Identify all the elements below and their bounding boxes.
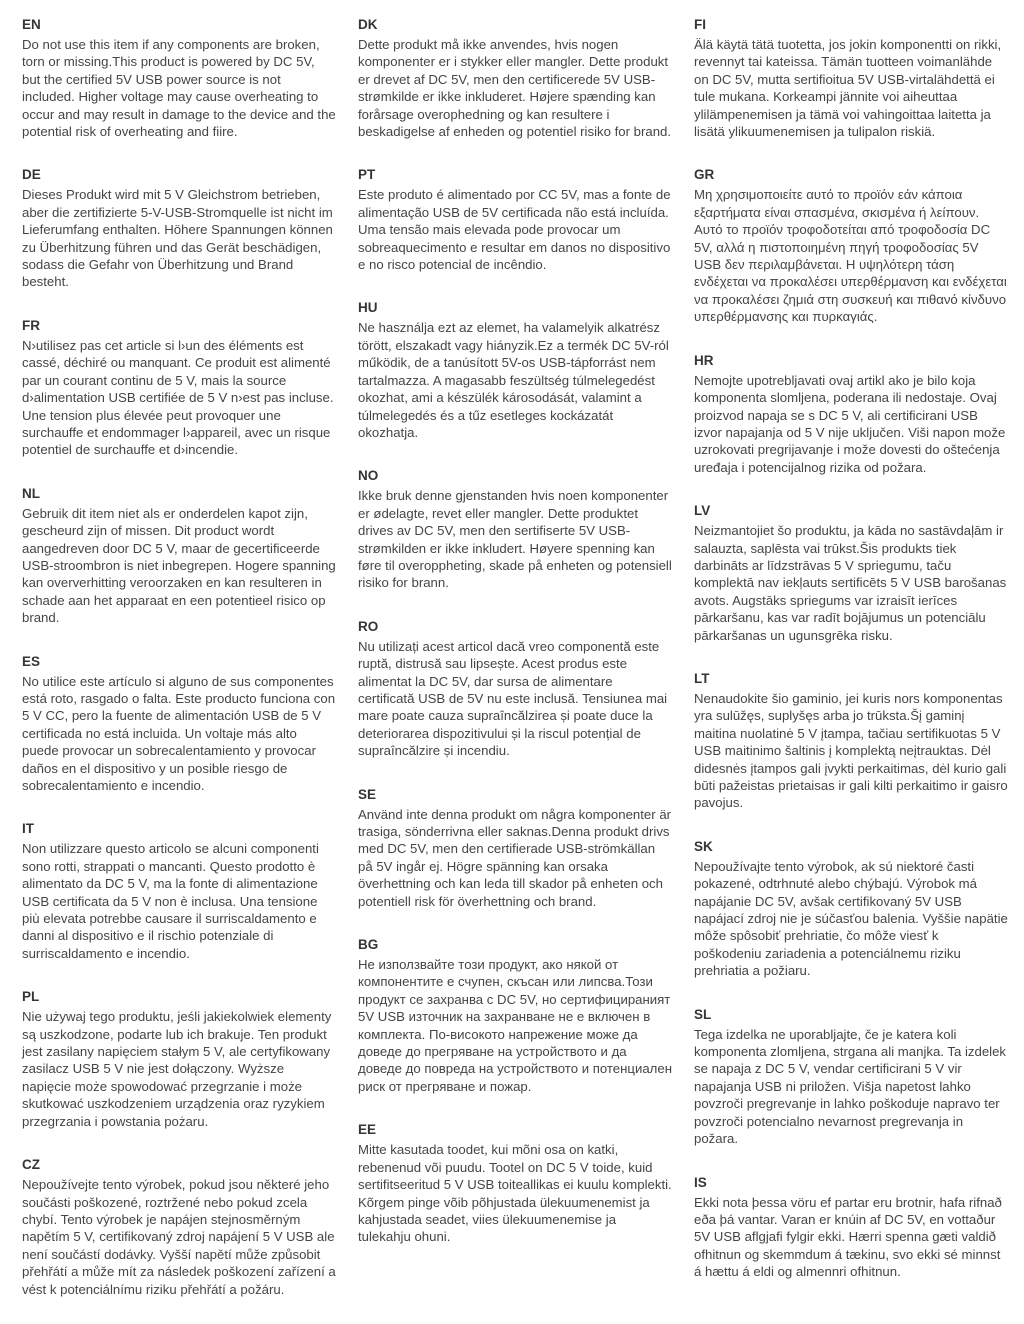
column-3 [694,16,1008,1324]
language-section [694,166,1008,325]
warning-text: Este produto é alimentado por CC 5V, mas a fonte de alimentação USB de 5V certificada não está incluída. Uma tensão mais elevada pode provocar um sobreaquecimento e resultar em danos no dispositivo e no risco potencial de incêndio. [358,187,671,273]
language-section [22,820,336,962]
language-section [694,1006,1008,1148]
warning-text: Gebruik dit item niet als er onderdelen kapot zijn, gescheurd zijn of missen. Dit product wordt aangedreven door DC 5 V, maar de gecertificeerde USB-stroombron is niet inbegrepen. Hogere spanning kan oververhitting veroorzaken en kan resulteren in schade aan het apparaat en een potentieel risico op brand. [22,505,336,626]
warning-text: Nenaudokite šio gaminio, jei kuris nors komponentas yra sulūžęs, suplyšęs arba jo trūksta.Šį gaminį maitina nuolatinė 5 V įtampa, tačiau sertifikuotas 5 V USB maitinimo šaltinis į komplektą neįtrauktas. Dėl didesnės įtampos gali įvykti perkaitimas, dėl kurio gali būti pažeistas prietaisas ir gali kilti perkaitimo ir gaisro pavojus. [694,690,1008,811]
language-code-heading: SE [358,786,377,802]
language-code-heading: NO [358,468,379,484]
warning-text: Dieses Produkt wird mit 5 V Gleichstrom betrieben, aber die zertifizierte 5-V-USB-Stromquelle ist nicht im Lieferumfang enthalten. Höhere Spannungen können zu Überhitzung führen und das Gerät beschädigen, sodass die Gefahr von Überhitzung und Brand besteht. [22,187,333,290]
warning-text: Nepoužívejte tento výrobek, pokud jsou některé jeho součásti poškozené, roztržené nebo pokud zcela chybí. Tento výrobek je napájen stejnosměrným napětím 5 V, certifikovaný zdroj napájení 5 V USB ale není součástí dodávky. Vyšší napětí může způsobit přehřátí a může mít za následek poškození zařízení a vést k potenciálnímu riziku přehřátí a požáru. [22,1177,336,1297]
language-code-heading: DK [358,17,378,32]
language-code-heading: EE [358,1122,377,1138]
language-code-heading: RO [358,618,379,634]
language-code-heading: NL [22,485,40,501]
warning-text: Älä käytä tätä tuotetta, jos jokin komponentti on rikki, revennyt tai kateissa. Tämän tuotteen voimanlähde on DC 5V, mutta sertifioitua 5V USB-virtalähdettä ei tule mukana. Korkeampi jännite voi aiheuttaa ylilämpenemisen ja tämä voi vahingoittaa laitetta ja lisätä ylikuumenemisen ja tulipalon riskiä. [694,37,1002,140]
warning-text: No utilice este artículo si alguno de sus componentes está roto, rasgado o falta. Este producto funciona con 5 V CC, pero la fuente de alimentación USB de 5 V certificada no está incluida. Un voltaje más alto puede provocar un sobrecalentamiento y provocar daños en el dispositivo y un posible riesgo de sobrecalentamiento e incendio. [22,673,336,793]
language-section [358,786,672,910]
language-section [358,299,672,441]
language-section [358,1121,672,1245]
warning-text: Non utilizzare questo articolo se alcuni componenti sono rotti, strappati o mancanti. Questo prodotto è alimentato da DC 5 V, ma la fonte di alimentazione USB certificata da 5 V non è inclusa. Una tensione più elevata potrebbe causare il surriscaldamento e danni al dispositivo e il rischio potenziale di surriscaldamento e incendio. [22,841,319,961]
column-2 [358,16,672,1324]
language-code-heading: BG [358,937,379,953]
language-section [22,988,336,1130]
language-code-heading: EN [22,17,41,32]
language-code-heading: LV [694,503,711,519]
language-section [358,16,672,140]
language-section [694,352,1008,476]
language-section [358,936,672,1095]
language-code-heading: HR [694,352,714,368]
column-1 [22,16,336,1324]
language-code-heading: GR [694,167,715,183]
warning-text: Μη χρησιμοποιείτε αυτό το προϊόν εάν κάποια εξαρτήματα είναι σπασμένα, σκισμένα ή λείπουν. Αυτό το προϊόν τροφοδοτείται από τροφοδοσία DC 5V, αλλά η πιστοποιημένη πηγή τροφοδοσίας 5V USB δεν περιλαμβάνεται. Η υψηλότερη τάση ενδέχεται να προκαλέσει υπερθέρμανση και ενδέχεται να προκαλέσει ζημιά στη συσκευή και πιθανό κίνδυνο υπερθέρμανσης και πυρκαγιάς. [694,187,1007,325]
language-code-heading: IT [22,821,34,837]
language-code-heading: ES [22,653,41,669]
language-section [22,1156,336,1298]
warning-text: Ekki nota þessa vöru ef partar eru brotnir, hafa rifnað eða þá vantar. Varan er knúin af DC 5V, en vottaður 5V USB aflgjafi fylgir ekki. Hærri spenna gæti valdið ofhitnun og skemmdum á tækinu, svo ekki sé minnst á hættu á eldi og almennri ofhitnun. [694,1194,1002,1280]
warning-text: Nie używaj tego produktu, jeśli jakiekolwiek elementy są uszkodzone, podarte lub ich brakuje. Ten produkt jest zasilany napięciem stałym 5 V, ale certyfikowany zasilacz USB 5 V nie jest dołączony. Wyższe napięcie może spowodować przegrzanie i może skutkować uszkodzeniem urządzenia oraz ryzykiem przegrzania i powstania pożaru. [22,1009,332,1129]
language-code-heading: PT [358,167,376,183]
warning-text: Ikke bruk denne gjenstanden hvis noen komponenter er ødelagte, revet eller mangler. Dette produktet drives av DC 5V, men den sertifiserte 5V USB-strømkilden er ikke inkludert. Høyere spenning kan føre til overoppheting, skade på enheten og potensiell risiko for brann. [358,488,672,591]
language-code-heading: DE [22,167,41,183]
warning-text: Do not use this item if any components are broken, torn or missing.This product is powered by DC 5V, but the certified 5V USB power source is not included. Higher voltage may cause overheating to occur and may result in damage to the device and the potential risk of overheating and fiire. [22,37,336,140]
warning-text: Ne használja ezt az elemet, ha valamelyik alkatrész törött, elszakadt vagy hiányzik.Ez a termék DC 5V-ról működik, de a tanúsított 5V-os USB-tápforrást nem tartalmazza. A magasabb feszültség túlmelegedést okozhat, ami a készülék károsodását, valamint a túlmelegedés és a tűz esetleges kockázatát okozhatja. [358,320,669,440]
language-code-heading: HU [358,300,378,316]
warning-text: Nepoužívajte tento výrobok, ak sú niektoré časti pokazené, odtrhnuté alebo chýbajú. Výrobok má napájanie DC 5V, avšak certifikovaný 5V USB napájací zdroj nie je súčasťou balenia. Vyššie napätie môže spôsobiť prehriatie, čo môže viesť k poškodeniu zariadenia a potenciálnemu riziku prehriatia a požiaru. [694,858,1008,979]
language-section [22,485,336,627]
warning-text: Не използвайте този продукт, ако някой от компонентите е счупен, скъсан или липсва.Този продукт се захранва с DC 5V, но сертифицираният 5V USB източник на захранване не е включен в комплекта. По-високото напрежение може да доведе до прегряване на устройството и да доведе до повреда на устройството и потенциален риск от прегряване и пожар. [358,957,672,1094]
warning-text: Nu utilizați acest articol dacă vreo componentă este ruptă, distrusă sau lipsește. Acest produs este alimentat la DC 5V, dar sursa de alimentare certificată USB de 5V nu este inclusă. Tensiunea mai mare poate cauza supraîncălzirea și poate duce la deteriorarea dispozitivului și la riscul potențial de supraîncălzire și incendiu. [358,638,668,759]
warning-text: Dette produkt må ikke anvendes, hvis nogen komponenter er i stykker eller mangler. Dette produkt er drevet af DC 5V, men den certificerede 5V USB-strømkilde er ikke inkluderet. Højere spænding kan forårsage overophedning og kan resultere i beskadigelse af enheden og potentiel risiko for brand. [358,37,672,140]
warning-text: Tega izdelka ne uporabljajte, če je katera koli komponenta zlomljena, strgana ali manjka. Ta izdelek se napaja z DC 5 V, vendar certificirani 5 V vir napajanja USB ni priložen. Višja napetost lahko povzroči pregrevanje in lahko poškoduje napravo ter povzroči potencialno nevarnost pregrevanja in požara. [694,1026,1007,1147]
language-code-heading: SK [694,838,713,854]
language-section [358,618,672,760]
language-section [694,670,1008,812]
language-code-heading: IS [694,1174,707,1190]
language-code-heading: LT [694,670,710,686]
language-section [358,467,672,591]
language-code-heading: SL [694,1006,712,1022]
language-section [358,166,672,273]
language-code-heading: PL [22,989,40,1005]
warning-text: N›utilisez pas cet article si l›un des éléments est cassé, déchiré ou manquant. Ce produit est alimenté par un courant continu de 5 V, mais la source d›alimentation USB certifiée de 5 V n›est pas incluse. Une tension plus élevée peut provoquer une surchauffe et endommager l›appareil, avec un risque potentiel de surchauffe et d›incendie. [22,337,334,458]
language-section [22,16,336,140]
language-code-heading: FI [694,17,706,32]
warning-text: Mitte kasutada toodet, kui mõni osa on katki, rebenenud või puudu. Tootel on DC 5 V toide, kuid sertifitseeritud 5 V USB toiteallikas ei kuulu komplekti. Kõrgem pinge võib põhjustada ülekuumenemist ja kahjustada seadet, viies ülekuumenemise ja tulekahju ohuni. [358,1142,672,1245]
language-section [694,502,1008,644]
language-code-heading: CZ [22,1157,40,1173]
language-section [22,653,336,795]
language-section [694,16,1008,140]
warning-text: Neizmantojiet šo produktu, ja kāda no sastāvdaļām ir salauzta, saplēsta vai trūkst.Šis produkts tiek darbināts ar līdzstrāvas 5 V spriegumu, taču komplektā nav iekļauts sertificēts 5 V USB barošanas avots. Augstāks spriegums var izraisīt ierīces pārkaršanu, kas var radīt bojājumus un potenciālu pārkaršanas un ugunsgrēka risku. [694,523,1007,643]
warning-text: Nemojte upotrebljavati ovaj artikl ako je bilo koja komponenta slomljena, poderana ili nedostaje. Ovaj proizvod napaja se s DC 5 V, ali certificirani USB izvor napajanja od 5 V nije uključen. Viši napon može uzrokovati pregrijavanje i može dovesti do oštećenja uređaja i potencijalnog rizika od požara. [694,372,1006,475]
language-section [694,838,1008,980]
language-section [22,317,336,459]
warning-text: Använd inte denna produkt om några komponenter är trasiga, sönderrivna eller saknas.Denna produkt drivs med DC 5V, men den certifierade USB-strömkällan på 5V ingår ej. Högre spänning kan orsaka överhettning och kan leda till skador på enheten och potentiell risk för överhettning och brand. [358,806,672,909]
language-section [694,1174,1008,1281]
language-section [22,166,336,290]
language-code-heading: FR [22,317,40,333]
